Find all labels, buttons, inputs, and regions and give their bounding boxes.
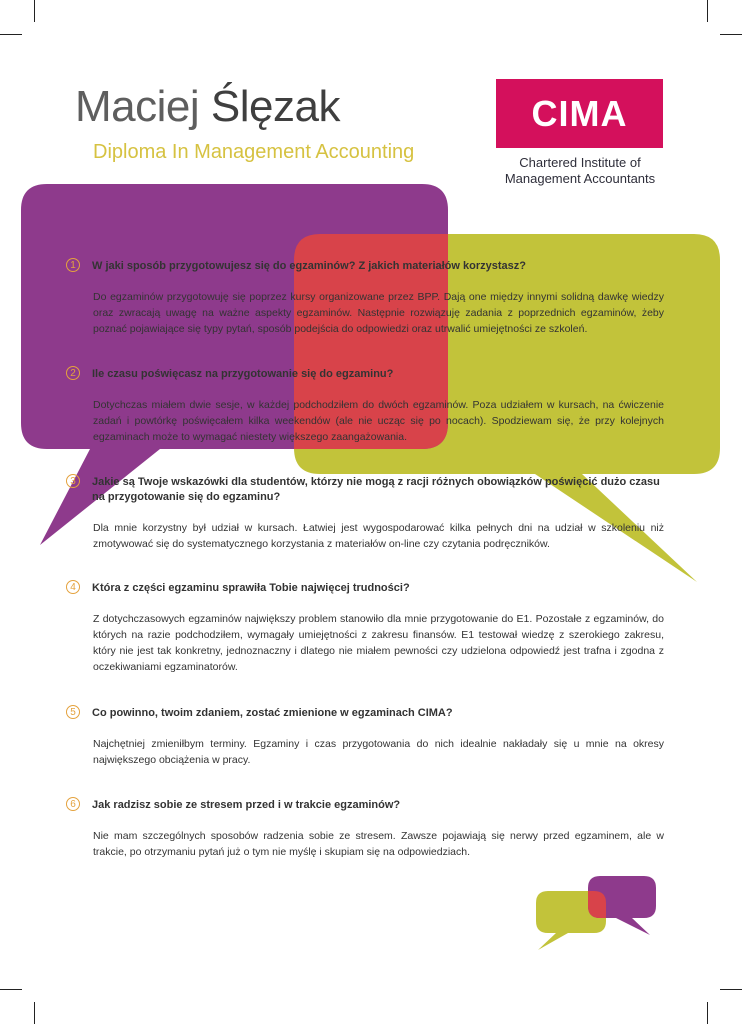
logo-text: CIMA [531, 92, 628, 134]
name-last: Ślęzak [210, 82, 340, 131]
number-badge: 4 [66, 580, 80, 594]
answer-text: Dla mnie korzystny był udział w kursach. Łatwiej jest wygospodarować kilka pełnych dni na udział w szkoleniu niż zmotywować się do systematycznego korzystania z materiałów on-line czy czytania podręczników. [93, 522, 664, 550]
question [66, 475, 664, 505]
qa-item [66, 259, 664, 337]
question-text: Co powinno, twoim zdaniem, zostać zmienione w egzaminach CIMA? [92, 707, 453, 719]
question [66, 367, 664, 382]
question [66, 798, 664, 813]
answer-text: Dotychczas miałem dwie sesje, w każdej podchodziłem do dwóch egzaminów. Poza udziałem w kursach, na ćwiczenie zadań i powtórkę poświęcałem kilka weekendów (ale nie ucząc się po nocach). Spodziewam się, że przy kolejnych egzaminach może to wymagać niestety większego zaangażowania. [93, 399, 664, 443]
question-text: Jak radzisz sobie ze stresem przed i w trakcie egzaminów? [92, 799, 401, 811]
number-badge: 6 [66, 797, 80, 811]
question [66, 259, 664, 274]
diploma-subtitle: Diploma In Management Accounting [93, 141, 415, 163]
number-badge: 5 [66, 705, 80, 719]
qa-item [66, 475, 664, 552]
answer-text: Z dotychczasowych egzaminów największy problem stanowiło dla mnie przygotowanie do E1. Pozostałe z egzaminów, do których na razie podchodziłem, wymagały umiejętności z zakresu finansów. E1 testował wiedzę z szerokiego zakresu, który nie jest tak konkretny, jednoznaczny i dlatego nie miałem pewności czy udzielona odpowiedź jest trafna i zgodna z oczekiwaniami egzaminatorów. [93, 613, 664, 673]
logo-caption-line1: Chartered Institute of [519, 155, 641, 170]
logo-caption [480, 155, 680, 187]
qa-item [66, 581, 664, 675]
answer-text: Najchętniej zmieniłbym terminy. Egzaminy i czas przygotowania do nich idealnie nakładały się u mnie na okresy największego obciążenia w pracy. [93, 738, 664, 766]
answer-text: Do egzaminów przygotowuję się poprzez kursy organizowane przez BPP. Dają one między innymi solidną dawkę wiedzy oraz zwracają uwagę na ważne aspekty egzaminów. Następnie rozwiązuję zadania z poprzednich egzaminów, żeby poznać pojawiające się typy pytań, sposób podejścia do odpowiedzi oraz utrwalić umiejętności ze szkoleń. [93, 291, 664, 335]
qa-item [66, 798, 664, 860]
answer-text: Nie mam szczególnych sposobów radzenia sobie ze stresem. Zawsze pojawiają się nerwy przed egzaminem, ale w trakcie, po otrzymaniu pytań już o tym nie myślę i skupiam się na odpowiedziach. [93, 830, 664, 858]
question [66, 706, 664, 721]
logo-caption-line2: Management Accountants [504, 171, 656, 186]
question [66, 581, 664, 596]
name-first: Maciej [75, 82, 211, 131]
question-text: Która z części egzaminu sprawiła Tobie najwięcej trudności? [92, 582, 410, 594]
question-text: Jakie są Twoje wskazówki dla studentów, którzy nie mogą z racji różnych obowiązków poświęcić dużo czasu na przygotowanie się do egzaminu? [92, 476, 660, 503]
qa-item [66, 367, 664, 445]
question-text: W jaki sposób przygotowujesz się do egzaminów? Z jakich materiałów korzystasz? [92, 260, 526, 272]
question-text: Ile czasu poświęcasz na przygotowanie się do egzaminu? [92, 368, 394, 380]
number-badge: 1 [66, 258, 80, 272]
person-name [75, 82, 340, 132]
number-badge: 3 [66, 474, 80, 488]
qa-item [66, 706, 664, 768]
number-badge: 2 [66, 366, 80, 380]
cima-logo [496, 79, 663, 148]
